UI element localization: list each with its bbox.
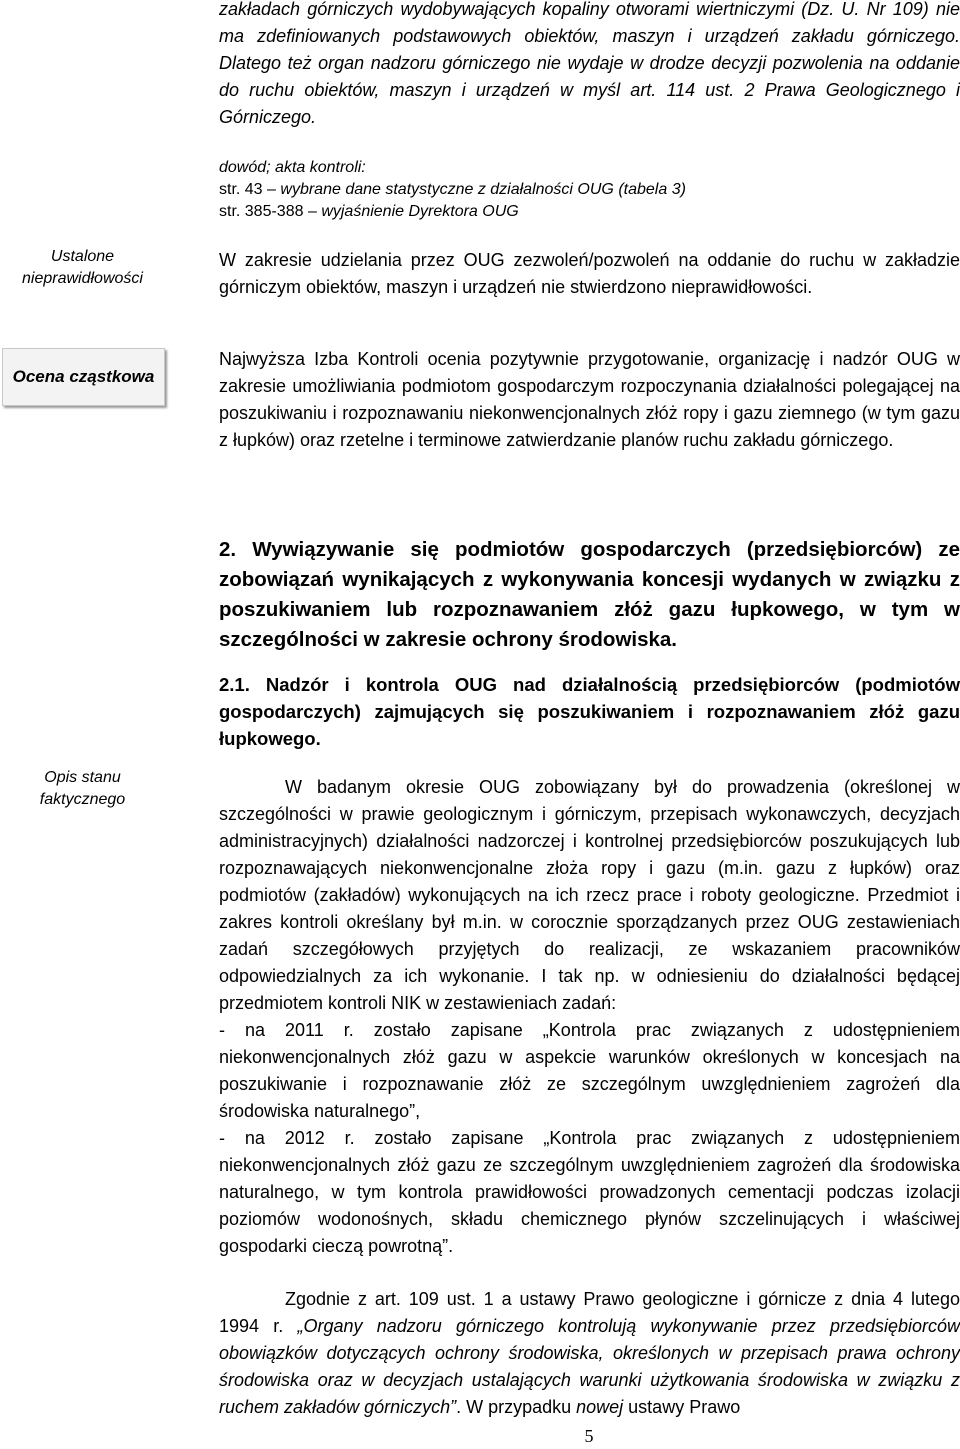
facts-paragraph-1: W badanym okresie OUG zobowiązany był do prowadzenia (określonej w szczególności w prawie geologicznym i górniczym, przepisach wykonawczych, decyzjach administracyjnych) działalności nadzorczej i kontrolnej przedsiębiorców poszukujących lub rozpoznawających niekonwencjonalne złoża ropy i gazu (m.in. gazu z łupków) oraz podmiotów (zakładów) wykonujących na ich rzecz prace i roboty geologiczne. Przedmiot i zakres kontroli określany był m.in. w corocznie sporządzanych przez OUG zestawieniach zadań szczegółowych przyjętych do realizacji, ze wskazaniem pracowników odpowiedzialnych za ich wykonanie. I tak np. w odniesieniu do działalności będącej przedmiotem kontroli NIK w zestawieniach zadań: [219,777,960,1013]
facts-label: Opis stanu faktycznego [39,769,126,808]
section-heading-2-1: 2.1. Nadzór i kontrola OUG nad działalnością przedsiębiorców (podmiotów gospodarczych) zajmujących się poszukiwaniem i rozpoznawaniem złóż gazu łupkowego. [219,674,960,749]
section-heading-2: 2. Wywiązywanie się podmiotów gospodarczych (przedsiębiorców) ze zobowiązań wynikających z wykonywania koncesji wydanych w związku z poszukiwaniem lub rozpoznawaniem złóż gazu łupkowego, w tym w szczególności w zakresie ochrony środowiska. [219,538,960,651]
irregularities-text: W zakresie udzielania przez OUG zezwoleń/pozwoleń na oddanie do ruchu w zakładzie górniczym obiektów, maszyn i urządzeń nie stwierdzono nieprawidłowości. [219,250,960,297]
dash: – [307,203,317,220]
para-last-quote: „Organy nadzoru górniczego kontrolują wykonywanie przez przedsiębiorców obowiązków dotyczących ochrony środowiska, określonych w przepisach prawa ochrony środowiska oraz w decyzjach ustalających warunki użytkowania środowiska w związku z ruchem zakładów górniczych” [219,1316,960,1417]
evidence-heading: dowód; akta kontroli: [219,159,366,176]
top-paragraph-part-b: Dlatego też organ nadzoru górniczego nie wydaje w drodze decyzji pozwolenia na oddanie do ruchu obiektów, maszyn i urządzeń w myśl art. 114 ust. 2 Prawa Geologicznego i Górniczego. [219,53,960,127]
evidence-text-2: wyjaśnienie Dyrektora OUG [321,203,519,220]
assessment-section [219,346,960,454]
assessment-text: Najwyższa Izba Kontroli ocenia pozytywnie przygotowanie, organizację i nadzór OUG w zakresie umożliwiania podmiotom gospodarczym rozpoczynania działalności polegającej na poszukiwaniu i rozpoznawaniu niekonwencjonalnych złóż ropy i gazu ziemnego (w tym gazu z łupków) oraz rzetelne i terminowe zatwierdzanie planów ruchu zakładu górniczego. [219,349,960,450]
page-number: 5 [584,1426,594,1446]
evidence-ref-2: str. 385-388 [219,203,304,220]
top-paragraph-part-a: zakładach górniczych wydobywających kopaliny otworami wiertniczymi (Dz. U. Nr 109) nie ma zdefiniowanych podstawowych obiektów, maszyn i urządzeń zakładu górniczego. [219,0,960,46]
para-last-part-c: ustawy Prawo [623,1397,741,1417]
evidence-text-1: wybrane dane statystyczne z działalności OUG (tabela 3) [280,181,686,198]
irregularities-section [219,247,960,301]
facts-item-2011: - na 2011 r. zostało zapisane „Kontrola prac związanych z udostępnieniem niekonwencjonalnych złóż gazu w aspekcie warunków określonych w koncesjach na poszukiwanie i rozpoznawanie złóż ze szczególnym uwzględnieniem zagrożeń dla środowiska naturalnego”, [219,1020,960,1121]
facts-section [219,535,960,1421]
para-last-part-a: Zgodnie z art. 109 ust. 1 a ustawy Prawo geologiczne i górnicze z dnia 4 lutego 1994 r. [219,1289,960,1336]
assessment-label: Ocena cząstkowa [12,367,155,386]
evidence-ref-1: str. 43 [219,181,263,198]
para-last-part-b: . W przypadku [456,1397,577,1417]
facts-item-2012: - na 2012 r. zostało zapisane „Kontrola prac związanych z udostępnieniem niekonwencjonalnych złóż gazu ze szczególnym uwzględnieniem zagrożeń dla środowiska naturalnego, w tym kontrola prawidłowości prowadzonych cementacji podczas izolacji poziomów wodonośnych, składu chemicznego płynów szczelinujących i właściwej gospodarki cieczą powrotną”. [219,1128,960,1256]
evidence-block [219,157,960,223]
top-paragraph [219,0,960,131]
facts-paragraph-last [219,1286,960,1421]
dash: – [267,181,276,198]
irregularities-label: Ustalone nieprawidłowości [22,248,143,287]
assessment-label-box [2,348,165,406]
para-last-new: nowej [576,1397,624,1417]
